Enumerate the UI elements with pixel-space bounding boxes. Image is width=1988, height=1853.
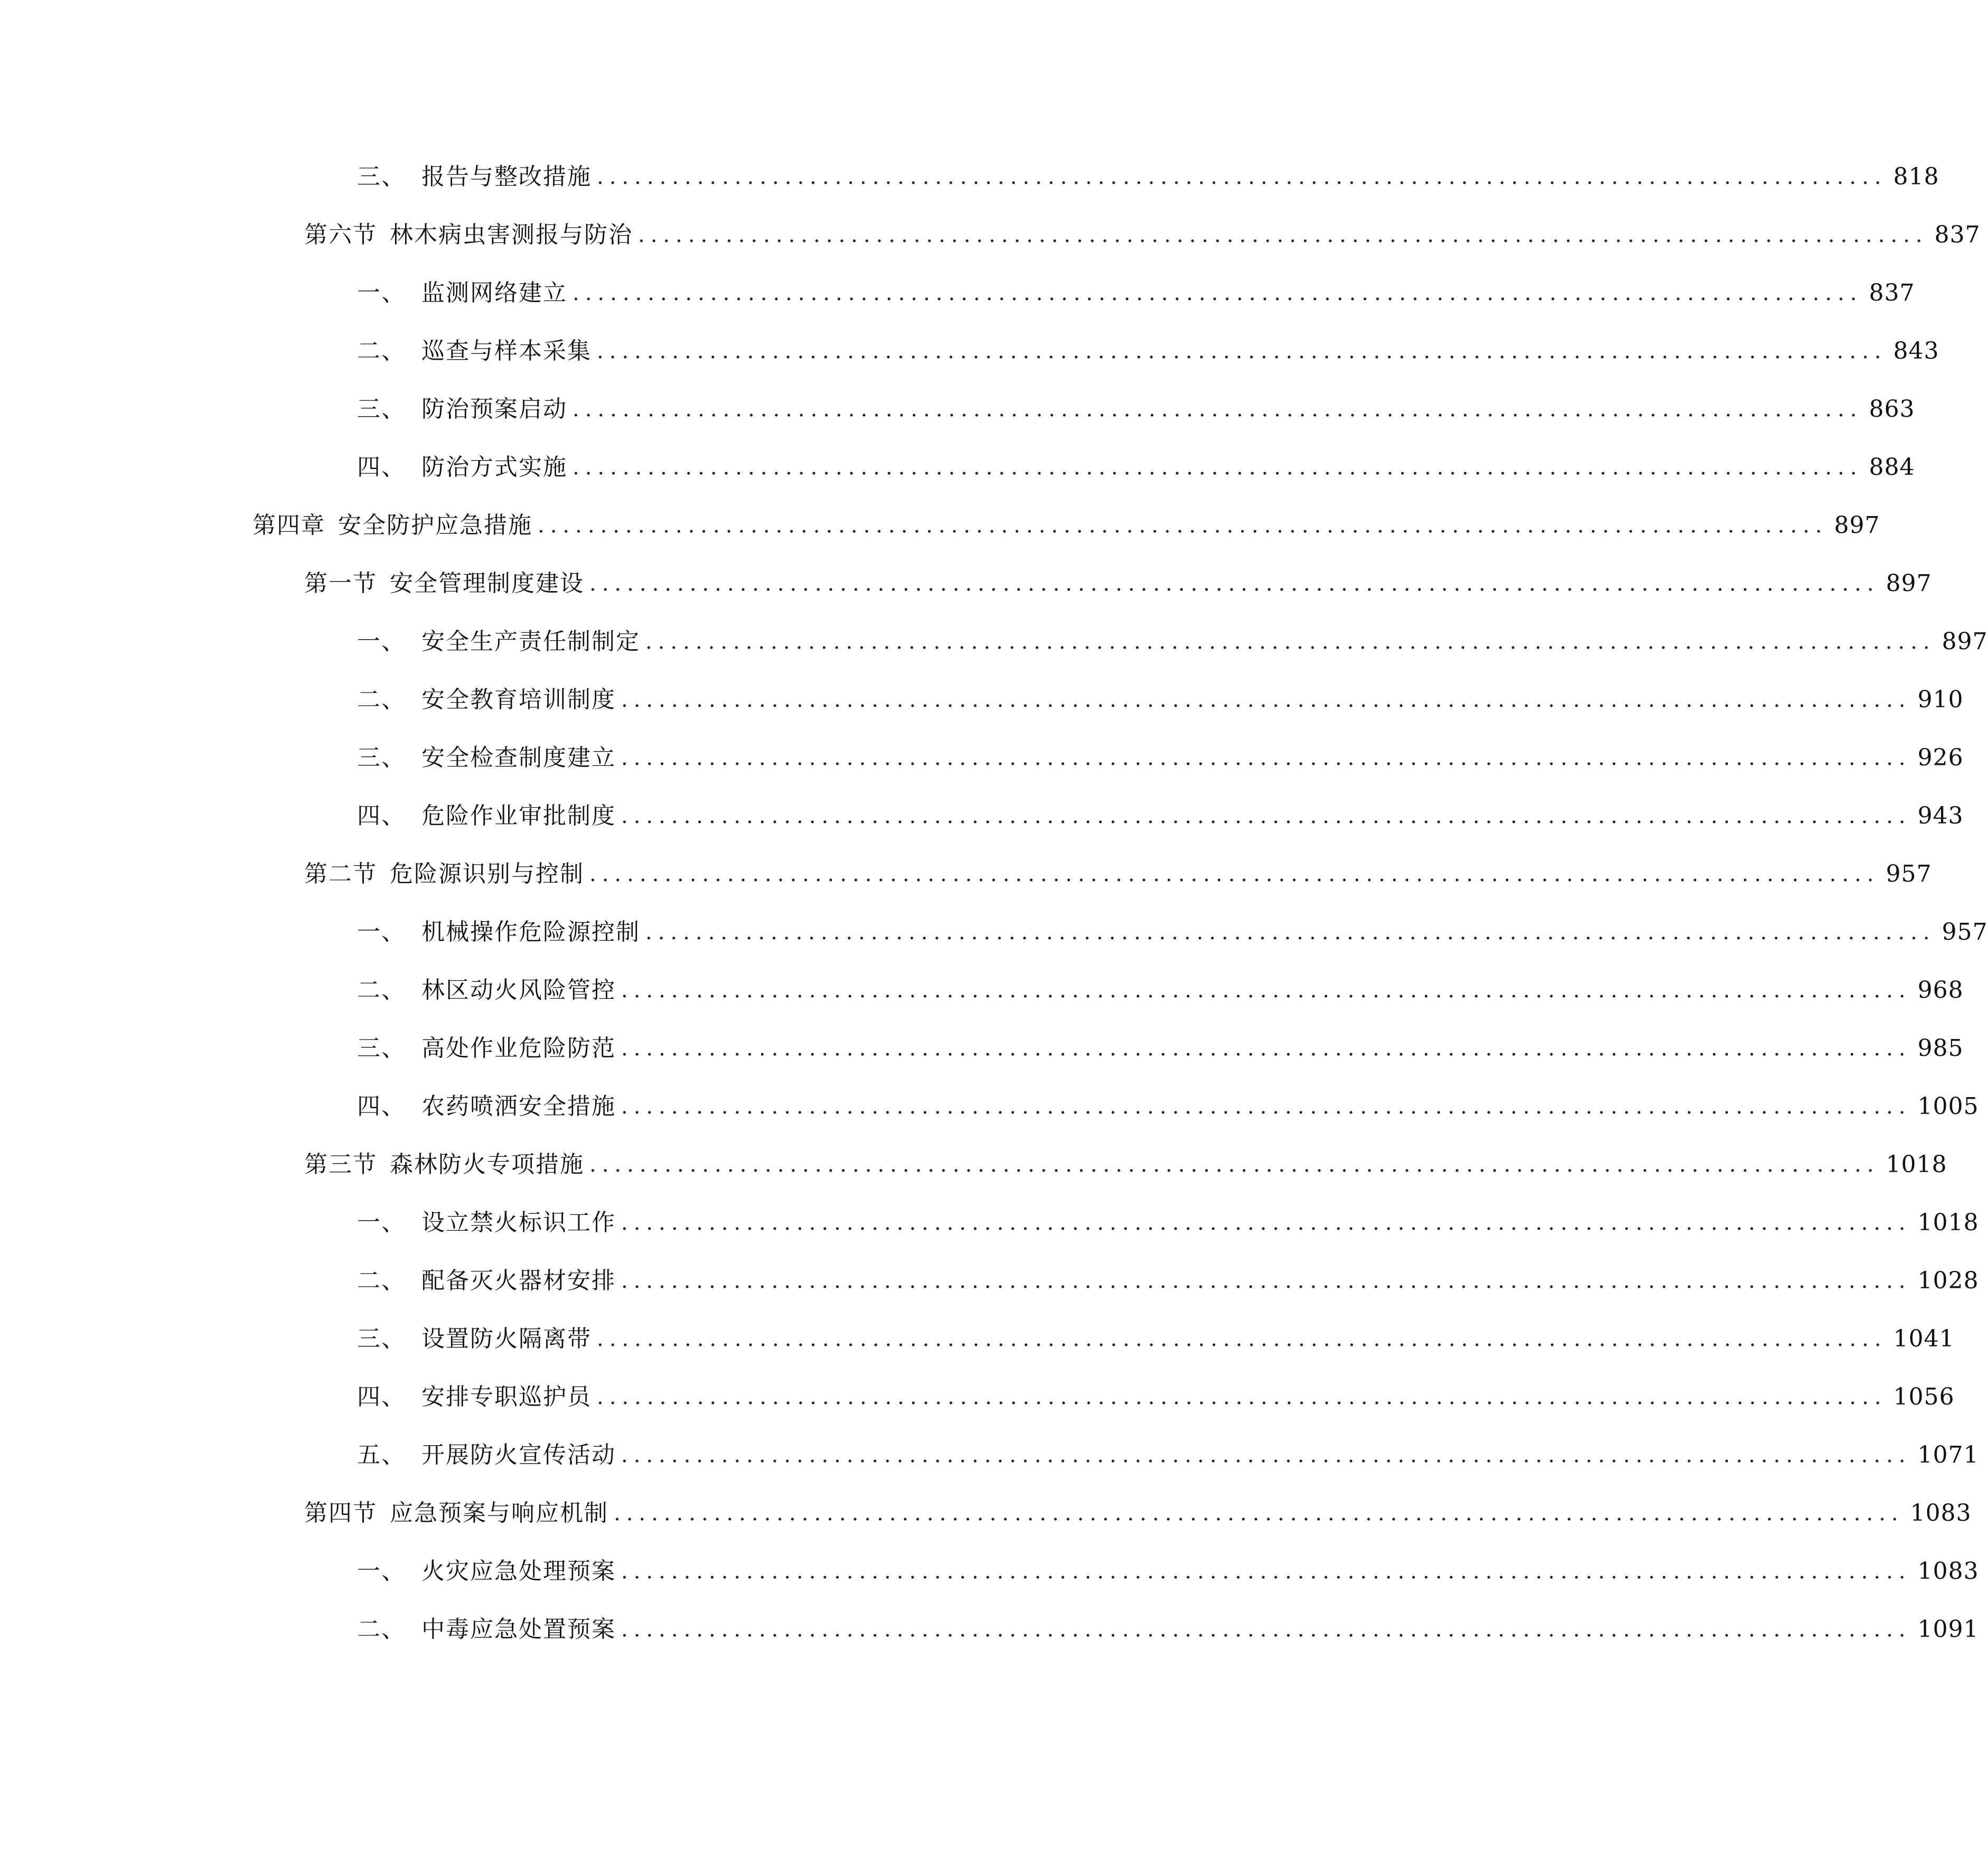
toc-entry-label: 一、: [357, 1209, 406, 1236]
toc-entry-page-number: 1018: [1917, 1209, 1979, 1236]
toc-entry[interactable]: [357, 1030, 1964, 1067]
toc-entry-page-number: 1028: [1917, 1267, 1979, 1294]
toc-entry-page-number: 943: [1917, 802, 1964, 829]
toc-entry[interactable]: [304, 1495, 1972, 1532]
toc-entry-label: 第四章: [252, 512, 325, 539]
toc-entry-page-number: 843: [1893, 338, 1939, 364]
dot-leader: .......................................................................................................: [621, 1036, 1911, 1061]
toc-entry-title: 安全检查制度建立: [421, 744, 616, 771]
toc-entry-page-number: 1071: [1917, 1442, 1979, 1468]
toc-entry-title: 火灾应急处理预案: [421, 1558, 616, 1585]
toc-entry-label: 第六节: [304, 221, 377, 248]
toc-entry-label: 四、: [357, 1093, 406, 1120]
dot-leader: .......................................................................................................: [589, 1153, 1880, 1177]
toc-entry-title: 中毒应急处置预案: [421, 1616, 616, 1643]
dot-leader: .......................................................................................................: [597, 339, 1887, 363]
toc-entry-page-number: 957: [1942, 919, 1988, 946]
dot-leader: .......................................................................................................: [621, 978, 1911, 1003]
dot-leader: .......................................................................................................: [573, 455, 1863, 480]
toc-entry-label: 三、: [357, 396, 406, 423]
toc-entry-label: 第四节: [304, 1500, 377, 1527]
toc-entry-page-number: 957: [1886, 860, 1932, 887]
toc-entry-page-number: 910: [1917, 686, 1964, 713]
toc-entry-title: 报告与整改措施: [421, 163, 592, 190]
toc-entry[interactable]: [304, 856, 1932, 893]
toc-entry[interactable]: [357, 391, 1915, 428]
toc-entry[interactable]: [357, 1204, 1979, 1241]
toc-entry-title: 设置防火隔离带: [421, 1325, 592, 1352]
toc-entry[interactable]: [357, 1437, 1979, 1474]
toc-entry-label: 一、: [357, 279, 406, 306]
toc-entry-title: 防治预案启动: [421, 396, 567, 423]
toc-entry-label: 四、: [357, 802, 406, 829]
toc-entry-page-number: 897: [1942, 628, 1988, 655]
toc-entry[interactable]: [357, 914, 1988, 951]
toc-entry-label: 二、: [357, 977, 406, 1004]
toc-entry-label: 一、: [357, 628, 406, 655]
toc-entry[interactable]: [357, 798, 1964, 835]
toc-entry-label: 第二节: [304, 860, 377, 887]
toc-entry-label: 三、: [357, 163, 406, 190]
toc-entry-label: 三、: [357, 1035, 406, 1062]
dot-leader: .......................................................................................................: [621, 804, 1911, 828]
dot-leader: .......................................................................................................: [597, 1327, 1887, 1351]
dot-leader: .......................................................................................................: [621, 1269, 1911, 1293]
toc-entry-title: 安全教育培训制度: [421, 686, 616, 713]
toc-entry-label: 二、: [357, 686, 406, 713]
toc-entry-page-number: 1018: [1886, 1151, 1947, 1178]
toc-entry-label: 二、: [357, 1267, 406, 1294]
dot-leader: .......................................................................................................: [597, 165, 1887, 189]
toc-entry-title: 安全防护应急措施: [338, 512, 532, 539]
dot-leader: .......................................................................................................: [573, 397, 1863, 422]
toc-entry-title: 安排专职巡护员: [421, 1383, 592, 1410]
toc-entry[interactable]: [357, 1088, 1979, 1125]
toc-entry[interactable]: [357, 1553, 1979, 1590]
dot-leader: .......................................................................................................: [573, 281, 1863, 305]
toc-entry-label: 三、: [357, 744, 406, 771]
dot-leader: .......................................................................................................: [638, 223, 1928, 247]
dot-leader: .......................................................................................................: [621, 1617, 1911, 1642]
toc-entry[interactable]: [304, 565, 1932, 602]
toc-entry[interactable]: [357, 449, 1915, 486]
toc-entry-label: 一、: [357, 1558, 406, 1585]
toc-entry[interactable]: [252, 507, 1880, 544]
toc-entry-label: 二、: [357, 1616, 406, 1643]
toc-entry-title: 机械操作危险源控制: [421, 919, 640, 946]
toc-entry-page-number: 968: [1917, 977, 1964, 1004]
toc-entry-title: 危险源识别与控制: [390, 860, 584, 887]
toc-entry-page-number: 884: [1869, 454, 1915, 481]
toc-entry-page-number: 1091: [1917, 1616, 1979, 1643]
toc-entry-title: 高处作业危险防范: [421, 1035, 616, 1062]
toc-entry-page-number: 837: [1934, 221, 1981, 248]
toc-entry-title: 林区动火风险管控: [421, 977, 616, 1004]
toc-entry-page-number: 897: [1834, 512, 1880, 539]
toc-entry[interactable]: [357, 333, 1939, 370]
toc-entry[interactable]: [357, 1321, 1955, 1358]
toc-entry-label: 一、: [357, 919, 406, 946]
toc-entry-title: 开展防火宣传活动: [421, 1442, 616, 1468]
toc-entry-title: 林木病虫害测报与防治: [390, 221, 633, 248]
toc-entry[interactable]: [357, 681, 1964, 718]
dot-leader: .......................................................................................................: [645, 920, 1936, 944]
dot-leader: .......................................................................................................: [621, 688, 1911, 712]
dot-leader: .......................................................................................................: [538, 513, 1828, 538]
toc-entry-title: 防治方式实施: [421, 454, 567, 481]
toc-entry-title: 危险作业审批制度: [421, 802, 616, 829]
dot-leader: .......................................................................................................: [597, 1385, 1887, 1409]
toc-entry-label: 二、: [357, 338, 406, 364]
toc-entry[interactable]: [357, 1611, 1979, 1648]
toc-entry-title: 监测网络建立: [421, 279, 567, 306]
toc-entry-title: 农药喷洒安全措施: [421, 1093, 616, 1120]
toc-entry-title: 应急预案与响应机制: [390, 1500, 608, 1527]
toc-entry[interactable]: [304, 1146, 1947, 1183]
toc-entry[interactable]: [357, 740, 1964, 776]
toc-entry-page-number: 1005: [1917, 1093, 1979, 1120]
dot-leader: .......................................................................................................: [621, 746, 1911, 770]
toc-entry-page-number: 1041: [1893, 1325, 1955, 1352]
toc-entry-title: 设立禁火标识工作: [421, 1209, 616, 1236]
dot-leader: .......................................................................................................: [621, 1211, 1911, 1235]
toc-entry[interactable]: [357, 158, 1939, 195]
toc-entry-label: 第三节: [304, 1151, 377, 1178]
toc-entry-page-number: 926: [1917, 744, 1964, 771]
dot-leader: .......................................................................................................: [589, 572, 1880, 596]
toc-entry-label: 五、: [357, 1442, 406, 1468]
toc-entry-page-number: 1083: [1917, 1558, 1979, 1585]
toc-entry-title: 安全生产责任制制定: [421, 628, 640, 655]
dot-leader: .......................................................................................................: [614, 1501, 1904, 1526]
toc-entry-page-number: 1083: [1910, 1500, 1972, 1527]
toc-entry[interactable]: [357, 1379, 1955, 1416]
toc-entry[interactable]: [357, 972, 1964, 1009]
toc-entry-label: 三、: [357, 1325, 406, 1352]
dot-leader: .......................................................................................................: [621, 1443, 1911, 1467]
toc-entry[interactable]: [357, 1262, 1979, 1299]
toc-entry[interactable]: [304, 217, 1981, 254]
toc-entry[interactable]: [357, 623, 1988, 660]
toc-entry-page-number: 863: [1869, 396, 1915, 423]
toc-entry-title: 安全管理制度建设: [390, 570, 584, 597]
dot-leader: .......................................................................................................: [589, 862, 1880, 886]
toc-entry-label: 四、: [357, 454, 406, 481]
dot-leader: .......................................................................................................: [645, 630, 1936, 654]
toc-entry-page-number: 1056: [1893, 1383, 1955, 1410]
toc-entry-title: 配备灭火器材安排: [421, 1267, 616, 1294]
dot-leader: .......................................................................................................: [621, 1094, 1911, 1119]
toc-entry-label: 第一节: [304, 570, 377, 597]
toc-entry-page-number: 897: [1886, 570, 1932, 597]
toc-entry-page-number: 818: [1893, 163, 1939, 190]
toc-entry-page-number: 837: [1869, 279, 1915, 306]
toc-entry[interactable]: [357, 275, 1915, 312]
toc-entry-label: 四、: [357, 1383, 406, 1410]
dot-leader: .......................................................................................................: [621, 1559, 1911, 1584]
toc-entry-title: 森林防火专项措施: [390, 1151, 584, 1178]
toc-entry-title: 巡查与样本采集: [421, 338, 592, 364]
toc-entry-page-number: 985: [1917, 1035, 1964, 1062]
